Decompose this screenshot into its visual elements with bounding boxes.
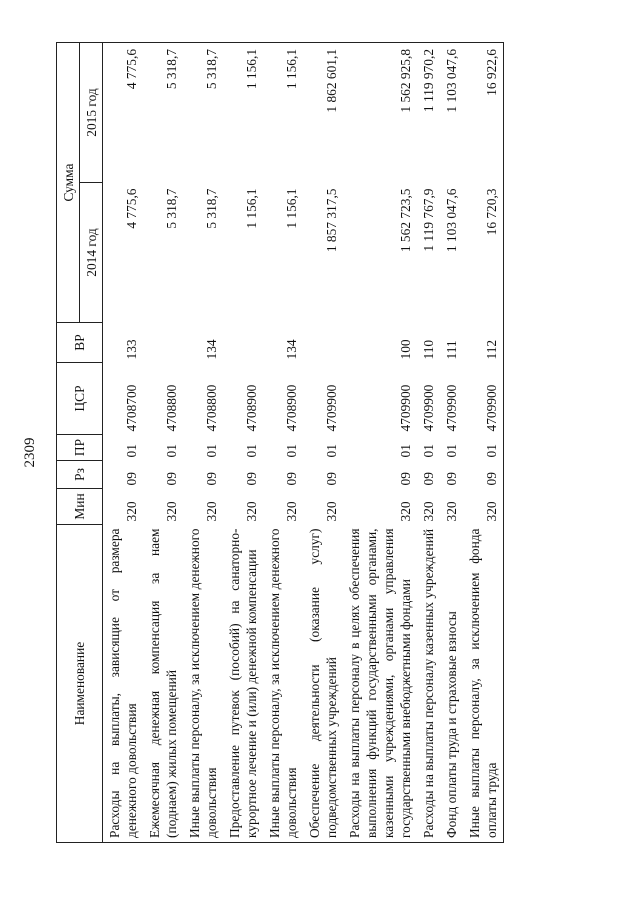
row-min: 320 <box>463 489 504 525</box>
table-row <box>343 42 417 842</box>
row-name: Расходы на выплаты, зависящие от размера денежного довольствия <box>103 525 144 843</box>
row-pr: 01 <box>204 444 219 458</box>
row-sum-2015: 1 119 970,2 <box>417 42 440 182</box>
header-pr: ПР <box>57 435 103 461</box>
row-sum-2014: 1 562 723,5 <box>398 188 413 253</box>
row-name: Иные выплаты персоналу, за исключением фонда оплаты труда <box>463 525 504 843</box>
row-vr: 134 <box>204 339 219 360</box>
row-csr: 4709900 <box>463 363 504 435</box>
row-rz: 09 <box>244 472 259 486</box>
header-csr: ЦСР <box>57 363 103 435</box>
table-row <box>223 42 263 842</box>
budget-table <box>56 42 504 843</box>
row-vr <box>143 323 183 363</box>
row-csr: 4709900 <box>398 384 413 432</box>
table-row <box>263 42 303 842</box>
row-csr: 4709900 <box>421 384 436 432</box>
header-rz: Рз <box>57 461 103 489</box>
row-vr: 100 <box>398 339 413 360</box>
row-sum-2015: 1 862 601,1 <box>303 42 343 182</box>
row-rz: 09 <box>284 472 299 486</box>
row-sum-2015: 1 103 047,6 <box>440 42 463 182</box>
table-row <box>417 42 440 842</box>
row-vr: 111 <box>444 340 459 360</box>
header-year-2014: 2014 год <box>80 183 103 323</box>
row-pr: 01 <box>324 444 339 458</box>
row-csr: 4708800 <box>204 384 219 432</box>
row-min: 320 <box>284 501 299 522</box>
row-pr: 01 <box>284 444 299 458</box>
header-year-2015: 2015 год <box>80 42 103 182</box>
page-number: 2309 <box>22 437 38 468</box>
row-sum-2015: 5 318,7 <box>183 42 223 182</box>
header-sum: Сумма <box>57 42 80 322</box>
row-min: 320 <box>421 501 436 522</box>
row-sum-2015: 1 156,1 <box>223 42 263 182</box>
row-csr: 4708900 <box>284 384 299 432</box>
row-csr: 4709900 <box>324 384 339 432</box>
row-name: Иные выплаты персоналу, за исключением денежного довольствия <box>183 525 223 843</box>
row-min: 320 <box>124 501 139 522</box>
row-sum-2014: 5 318,7 <box>164 188 179 229</box>
row-name: Фонд оплаты труда и страховые взносы <box>440 525 463 843</box>
row-vr: 112 <box>463 323 504 363</box>
row-name: Предоставление путевок (пособий) на санаторно-курортное лечение и (или) денежной компенсации <box>223 525 263 843</box>
row-name: Обеспечение деятельности (оказание услуг) подведомственных учреждений <box>303 525 343 843</box>
row-sum-2014: 4 775,6 <box>124 188 139 229</box>
header-vr: ВР <box>57 323 103 363</box>
row-csr: 4708700 <box>124 384 139 432</box>
row-sum-2015: 1 156,1 <box>263 42 303 182</box>
row-name: Иные выплаты персоналу, за исключением денежного довольствия <box>263 525 303 843</box>
row-sum-2014: 1 103 047,6 <box>444 188 459 253</box>
row-rz: 09 <box>324 472 339 486</box>
row-vr: 110 <box>421 339 436 360</box>
row-pr: 01 <box>398 444 413 458</box>
header-name: Наименование <box>57 525 103 843</box>
table-row <box>303 42 343 842</box>
row-pr: 01 <box>444 444 459 458</box>
row-rz: 09 <box>444 472 459 486</box>
row-min: 320 <box>164 501 179 522</box>
row-sum-2014: 16 720,3 <box>463 183 504 323</box>
row-name: Расходы на выплаты персоналу в целях обеспечения выполнения функций государственными органами, казенными учреждениями, органами управления государственными внебюджетными фондами <box>343 525 417 843</box>
row-sum-2014: 1 857 317,5 <box>324 188 339 253</box>
row-min: 320 <box>324 501 339 522</box>
row-name: Ежемесячная денежная компенсация за наем (поднаем) жилых помещений <box>143 525 183 843</box>
row-vr: 133 <box>124 339 139 360</box>
table-header <box>57 42 103 842</box>
row-min: 320 <box>204 501 219 522</box>
row-rz: 09 <box>398 472 413 486</box>
row-rz: 09 <box>421 472 436 486</box>
row-sum-2015: 4 775,6 <box>103 42 144 182</box>
row-rz: 09 <box>463 461 504 489</box>
row-pr: 01 <box>421 444 436 458</box>
header-min: Мин <box>57 489 103 525</box>
row-sum-2014: 5 318,7 <box>204 188 219 229</box>
row-pr: 01 <box>124 444 139 458</box>
row-rz: 09 <box>124 472 139 486</box>
row-name: Расходы на выплаты персоналу казенных учреждений <box>417 525 440 843</box>
row-pr: 01 <box>244 444 259 458</box>
row-min: 320 <box>398 501 413 522</box>
row-vr <box>223 323 263 363</box>
row-sum-2014: 1 119 767,9 <box>421 188 436 252</box>
row-sum-2015: 1 562 925,8 <box>343 42 417 182</box>
row-vr: 134 <box>284 339 299 360</box>
table-row <box>103 42 144 842</box>
row-csr: 4708900 <box>244 384 259 432</box>
table-row <box>183 42 223 842</box>
row-vr <box>303 323 343 363</box>
row-csr: 4708800 <box>164 384 179 432</box>
row-sum-2015: 5 318,7 <box>143 42 183 182</box>
row-sum-2014: 1 156,1 <box>284 188 299 229</box>
row-rz: 09 <box>164 472 179 486</box>
row-csr: 4709900 <box>444 384 459 432</box>
row-pr: 01 <box>463 435 504 461</box>
row-rz: 09 <box>204 472 219 486</box>
row-sum-2015: 16 922,6 <box>463 42 504 182</box>
row-sum-2014: 1 156,1 <box>244 188 259 229</box>
table-body <box>103 42 504 842</box>
row-pr: 01 <box>164 444 179 458</box>
row-min: 320 <box>244 501 259 522</box>
table-row <box>463 42 504 842</box>
table-row <box>143 42 183 842</box>
table-row <box>440 42 463 842</box>
row-min: 320 <box>444 501 459 522</box>
